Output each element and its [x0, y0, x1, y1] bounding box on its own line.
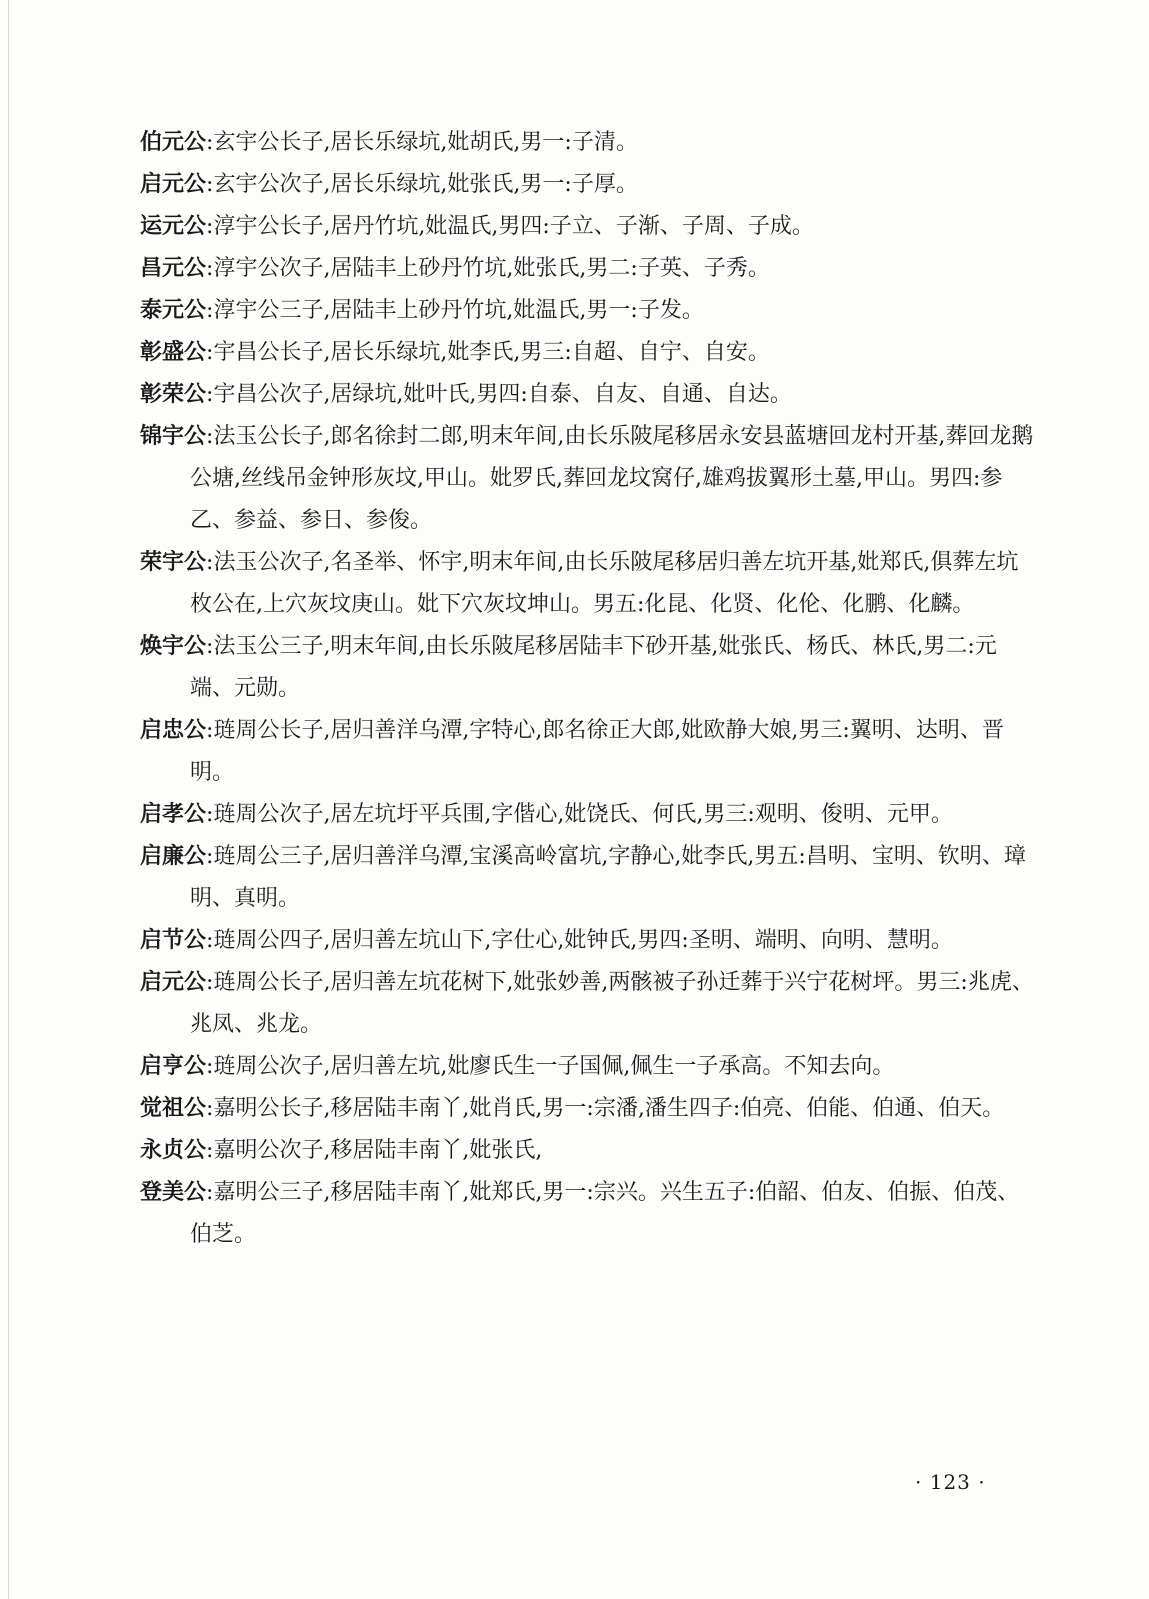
entry-name: 启忠公: [140, 718, 207, 743]
entry-name: 登美公: [140, 1180, 207, 1205]
entry-name: 永贞公: [140, 1138, 207, 1163]
genealogy-entry: [140, 416, 1040, 542]
page-edge-line: [8, 0, 9, 1599]
entry-name: 锦宇公: [140, 424, 207, 449]
genealogy-entry: [140, 374, 1040, 416]
entry-name: 启亨公: [140, 1054, 207, 1079]
entry-name: 觉祖公: [140, 1096, 207, 1121]
genealogy-entry: [140, 710, 1040, 794]
entry-separator: :: [206, 634, 214, 659]
entry-name: 彰荣公: [140, 382, 207, 407]
genealogy-entry: [140, 542, 1040, 626]
entry-separator: :: [206, 1138, 214, 1163]
entry-name: 启节公: [140, 928, 207, 953]
entry-text: 宇昌公次子,居绿坑,妣叶氏,男四:自泰、自友、自通、自达。: [213, 382, 792, 407]
genealogy-entry: [140, 248, 1040, 290]
entry-text: 法玉公三子,明末年间,由长乐陂尾移居陆丰下砂开基,妣张氏、杨氏、林氏,男二:元端、元勋。: [190, 634, 997, 701]
entry-name: 启孝公: [140, 802, 207, 827]
entry-name: 焕宇公: [140, 634, 207, 659]
entry-text: 宇昌公长子,居长乐绿坑,妣李氏,男三:自超、自宁、自安。: [213, 340, 770, 365]
entry-separator: :: [206, 172, 214, 197]
genealogy-entry: [140, 332, 1040, 374]
genealogy-entry: [140, 1172, 1040, 1256]
entry-text: 琏周公三子,居归善洋乌潭,宝溪高岭富坑,字静心,妣李氏,男五:昌明、宝明、钦明、璋明、真明。: [190, 844, 1026, 911]
entry-text: 淳宇公次子,居陆丰上砂丹竹坑,妣张氏,男二:子英、子秀。: [213, 256, 770, 281]
entry-separator: :: [206, 214, 214, 239]
genealogy-entry: [140, 164, 1040, 206]
entry-text: 琏周公长子,居归善左坑花树下,妣张妙善,两骸被子孙迁葬于兴宁花树坪。男三:兆虎、兆凤、兆龙。: [190, 970, 1034, 1037]
genealogy-entry: [140, 920, 1040, 962]
entry-separator: :: [206, 718, 214, 743]
genealogy-entry: [140, 290, 1040, 332]
entry-separator: :: [206, 130, 214, 155]
entry-text: 琏周公四子,居归善左坑山下,字仕心,妣钟氏,男四:圣明、端明、向明、慧明。: [213, 928, 953, 953]
entry-text: 玄宇公长子,居长乐绿坑,妣胡氏,男一:子清。: [213, 130, 638, 155]
genealogy-entry: [140, 794, 1040, 836]
entry-text: 嘉明公长子,移居陆丰南丫,妣肖氏,男一:宗潘,潘生四子:伯亮、伯能、伯通、伯天。: [213, 1096, 1005, 1121]
entry-name: 昌元公: [140, 256, 207, 281]
entry-text: 嘉明公次子,移居陆丰南丫,妣张氏,: [213, 1138, 543, 1163]
entry-separator: :: [206, 1054, 214, 1079]
entry-separator: :: [206, 802, 214, 827]
genealogy-entry: [140, 1046, 1040, 1088]
entry-text: 琏周公次子,居左坑圩平兵围,字偕心,妣饶氏、何氏,男三:观明、俊明、元甲。: [213, 802, 953, 827]
entry-separator: :: [206, 1180, 214, 1205]
genealogy-entry: [140, 1088, 1040, 1130]
entry-name: 彰盛公: [140, 340, 207, 365]
entry-separator: :: [206, 844, 214, 869]
entry-separator: :: [206, 550, 214, 575]
entry-text: 法玉公长子,郎名徐封二郎,明末年间,由长乐陂尾移居永安县蓝塘回龙村开基,葬回龙鹅公塘,丝线吊金钟形灰坟,甲山。妣罗氏,葬回龙坟窝仔,雄鸡拔翼形土墓,甲山。男四:参乙、参益、参日、参俊。: [190, 424, 1034, 533]
entry-name: 运元公: [140, 214, 207, 239]
entry-name: 伯元公: [140, 130, 207, 155]
entry-name: 泰元公: [140, 298, 207, 323]
entry-text: 嘉明公三子,移居陆丰南丫,妣郑氏,男一:宗兴。兴生五子:伯韶、伯友、伯振、伯茂、伯芝。: [190, 1180, 1020, 1247]
genealogy-entry: [140, 962, 1040, 1046]
entry-separator: :: [206, 256, 214, 281]
genealogy-entry: [140, 206, 1040, 248]
entry-separator: :: [206, 424, 214, 449]
entry-name: 荣宇公: [140, 550, 207, 575]
genealogy-entry-list: [140, 122, 1040, 1256]
entry-text: 琏周公长子,居归善洋乌潭,字特心,郎名徐正大郎,妣欧静大娘,男三:翼明、达明、晋明。: [190, 718, 1004, 785]
entry-name: 启元公: [140, 970, 207, 995]
entry-name: 启元公: [140, 172, 207, 197]
entry-text: 玄宇公次子,居长乐绿坑,妣张氏,男一:子厚。: [213, 172, 638, 197]
genealogy-entry: [140, 836, 1040, 920]
genealogy-entry: [140, 1130, 1040, 1172]
entry-text: 法玉公次子,名圣举、怀宇,明末年间,由长乐陂尾移居归善左坑开基,妣郑氏,俱葬左坑枚公在,上穴灰坟庚山。妣下穴灰坟坤山。男五:化昆、化贤、化伦、化鹏、化麟。: [190, 550, 1019, 617]
entry-text: 淳宇公三子,居陆丰上砂丹竹坑,妣温氏,男一:子发。: [213, 298, 704, 323]
entry-text: 琏周公次子,居归善左坑,妣廖氏生一子国佩,佩生一子承高。不知去向。: [213, 1054, 895, 1079]
page-number: · 123 ·: [915, 1470, 986, 1494]
genealogy-entry: [140, 122, 1040, 164]
entry-text: 淳宇公长子,居丹竹坑,妣温氏,男四:子立、子渐、子周、子成。: [213, 214, 814, 239]
entry-separator: :: [206, 298, 214, 323]
entry-separator: :: [206, 928, 214, 953]
entry-separator: :: [206, 382, 214, 407]
genealogy-entry: [140, 626, 1040, 710]
entry-separator: :: [206, 970, 214, 995]
entry-separator: :: [206, 1096, 214, 1121]
entry-name: 启廉公: [140, 844, 207, 869]
entry-separator: :: [206, 340, 214, 365]
